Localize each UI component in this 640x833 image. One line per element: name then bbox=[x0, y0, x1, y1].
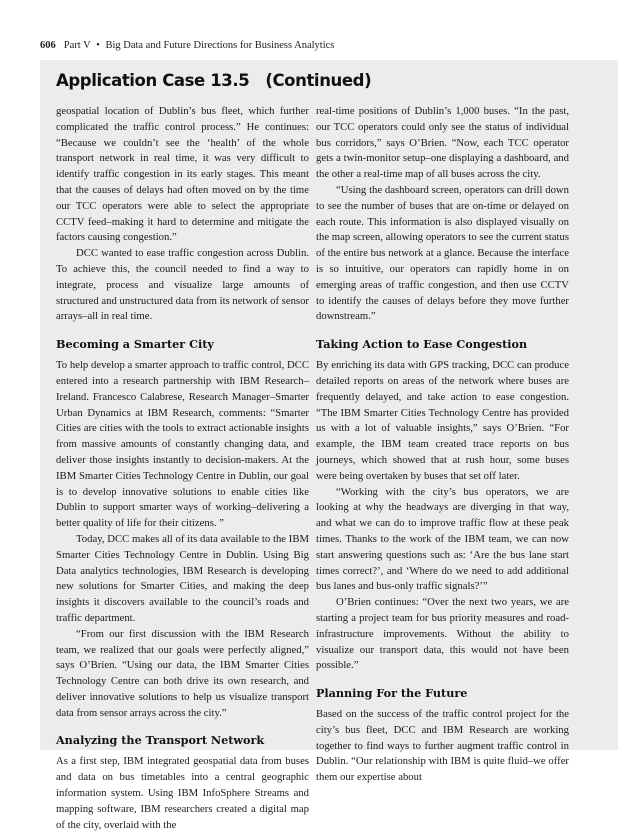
right-paragraph-1: real-time positions of Dublin’s 1,000 buses. “In the past, our TCC operators could only see the status of individual bus corridors,” says O’Brien. “Now, each TCC operator gets a twin-monitor setup–one displaying a dashboard, and the other a real-time map of all buses across the city. bbox=[316, 105, 569, 181]
heading-planning-future: Planning For the Future bbox=[316, 686, 468, 701]
heading-analyzing-transport-network: Analyzing the Transport Network bbox=[56, 733, 265, 748]
case-title bbox=[56, 71, 371, 90]
application-case-panel bbox=[40, 60, 618, 831]
right-column bbox=[316, 104, 569, 786]
left-paragraph-6: As a first step, IBM integrated geospatial data from buses and data on bus timetables into a central geographic information system. Using IBM InfoSphere Streams and mapping software, IBM researchers created a digital map of the city, overlaid with the bbox=[56, 755, 309, 831]
right-paragraph-3: By enriching its data with GPS tracking, DCC can produce detailed reports on areas of the network where buses are frequently delayed, and take action to ease congestion. “The IBM Smarter Cities Technology Centre has provided us with a lot of valuable insights,” says O’Brien. “For example, the IBM team created trace reports on bus journeys, which showed that at rush hour, some buses were being overtaken by buses that set off later. bbox=[316, 359, 569, 482]
left-column bbox=[56, 104, 309, 833]
left-paragraph-5: “From our first discussion with the IBM Research team, we realized that our goals were perfectly aligned,” says O’Brien. “Using our data, the IBM Smarter Cities Technology Centre can both drive its own research, and deliver innovative solutions to help us visualize transport data from sensor arrays across the city.” bbox=[56, 627, 309, 719]
left-paragraph-3: To help develop a smarter approach to traffic control, DCC entered into a research partnership with IBM Research–Ireland. Francesco Calabrese, Research Manager–Smarter Urban Dynamics at IBM Research, comments: “Smarter Cities are cities with the tools to extract actionable insights from massive amounts of constantly changing data, and deliver those insights instantly to decision-makers. At the IBM Smarter Cities Technology Centre in Dublin, our goal is to develop innovative solutions to enable cities like Dublin to support smarter ways of working–delivering a better quality of life for their citizens. ” bbox=[56, 359, 309, 530]
left-paragraph-2: DCC wanted to ease traffic congestion across Dublin. To achieve this, the council needed to find a way to integrate, process and visualize large amounts of structured and unstructured data from its network of sensor arrays–all in real time. bbox=[56, 247, 309, 323]
left-paragraph-4: Today, DCC makes all of its data available to the IBM Smarter Cities Technology Centre in Dublin. Using Big Data analytics technologies, IBM Research is developing new solutions for Smarter Cities, and making the deep insights it discovers available to the council’s roads and traffic department. bbox=[56, 532, 309, 624]
right-paragraph-6: Based on the success of the traffic control project for the city’s bus fleet, DCC and IBM Research are working together to find ways to further augment traffic control in Dublin. “Our relationship with IBM is quite fluid–we offer them our expertise about bbox=[316, 708, 569, 784]
right-paragraph-4: “Working with the city’s bus operators, we are looking at why the headways are diverging in that way, and what we can do to improve traffic flow at these peak times. Thanks to the work of the IBM team, we can now start answering questions such as: ‘Are the bus lane start times correct?’, and ‘Where do we need to add additional bus lanes and bus-only traffic signals?’” bbox=[316, 485, 569, 593]
heading-taking-action: Taking Action to Ease Congestion bbox=[316, 337, 528, 352]
left-paragraph-1: geospatial location of Dublin’s bus fleet, which further complicated the traffic control process.” He continues: “Because we couldn’t see the ‘health’ of the whole transport network in real time, it was very difficult to identify traffic congestion in its early stages. This meant that the causes of delays had often moved on by the time our TCC operators were able to select the appropriate CCTV feed–making it hard to determine and mitigate the factors causing congestion.” bbox=[56, 105, 309, 244]
case-title-main: Application Case 13.5 bbox=[56, 71, 250, 90]
separator-bullet: • bbox=[96, 40, 100, 51]
page-number: 606 bbox=[40, 40, 56, 51]
chapter-title: Big Data and Future Directions for Business Analytics bbox=[105, 40, 335, 51]
case-title-continued: (Continued) bbox=[265, 71, 372, 90]
right-paragraph-2: “Using the dashboard screen, operators can drill down to see the number of buses that are on-time or delayed on each route. This information is also displayed visually on the map screen, allowing operators to see the current status of the entire bus network at a glance. Because the interface is so intuitive, our operators can rapidly home in on emerging areas of traffic congestion, and then use CCTV to identify the causes of delays before they move further downstream.” bbox=[316, 183, 569, 323]
running-head bbox=[40, 40, 334, 51]
part-label: Part V bbox=[63, 40, 91, 51]
heading-becoming-smarter-city: Becoming a Smarter City bbox=[56, 337, 214, 352]
right-paragraph-5: O’Brien continues: “Over the next two years, we are starting a project team for bus priority measures and road-infrastructure improvements. Without the ability to visualize our transport data, this would not have been possible.” bbox=[316, 596, 569, 672]
